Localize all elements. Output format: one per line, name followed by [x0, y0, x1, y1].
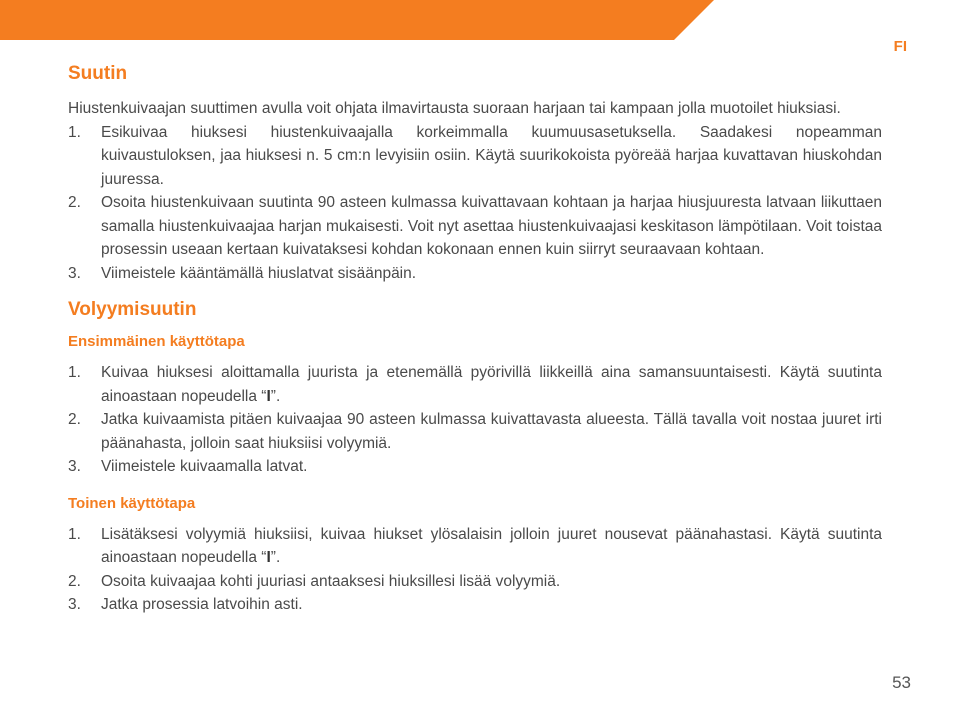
item-text: Jatka kuivaamista pitäen kuivaajaa 90 asteen kulmassa kuivattavasta alueesta. Tällä tavalla voit nostaa juuret irti päänahasta, jolloin saat hiuksiisi volyymiä. [101, 411, 882, 452]
section-title-volyymisuutin: Volyymisuutin [68, 299, 197, 320]
suutin-steps [68, 121, 882, 286]
item-text: Jatka prosessia latvoihin asti. [101, 596, 303, 613]
item-number: 3. [68, 264, 81, 282]
page-number: 53 [892, 673, 911, 692]
page-content [68, 61, 882, 617]
list-item [68, 570, 882, 594]
list-item [68, 593, 882, 617]
item-text-end: ”. [270, 387, 281, 405]
item-number: 1. [68, 123, 81, 141]
item-text-end: ”. [270, 549, 281, 566]
item-text: Lisätäksesi volyymiä hiuksiisi, kuivaa hiukset ylösalaisin jolloin juuret nousevat päänahastasi. Käytä suutinta ainoastaan nopeudella “ [101, 525, 882, 566]
item-number: 2. [68, 194, 81, 211]
second-use-steps [68, 523, 882, 617]
item-text: Osoita kuivaajaa kohti juuriasi antaaksesi hiuksillesi lisää volyymiä. [101, 572, 561, 590]
item-number: 2. [68, 572, 81, 590]
header-banner [0, 0, 714, 40]
list-item [68, 262, 882, 286]
list-item [68, 191, 882, 262]
speed-setting: I [266, 387, 271, 405]
speed-setting: I [266, 549, 271, 566]
language-tag: FI [893, 38, 907, 55]
subsection-title-first: Ensimmäinen käyttötapa [68, 333, 245, 350]
section-intro: Hiustenkuivaajan suuttimen avulla voit ohjata ilmavirtausta suoraan harjaan tai kampaan jolla muotoilet hiuksiasi. [68, 100, 841, 117]
banner-shape [0, 0, 714, 40]
item-text: Viimeistele kääntämällä hiuslatvat sisäänpäin. [101, 264, 417, 282]
item-number: 2. [68, 411, 81, 428]
subsection-title-second: Toinen käyttötapa [68, 494, 196, 512]
list-item [68, 121, 882, 192]
list-item [68, 408, 882, 455]
item-text: Osoita hiustenkuivaan suutinta 90 asteen kulmassa kuivattavaan kohtaan ja harjaa hiusjuuresta latvaan liikuttaen samalla hiustenkuivaajaa harjan mukaisesti. Voit nyt asettaa hiustenkuivaajasi keskitason lämpötilaan. Voit toistaa prosessin useaan kertaan kuivataksesi kohdan kokonaan ennen kuin siirryt seuraavaan kohtaan. [101, 194, 882, 258]
item-number: 3. [68, 458, 81, 475]
list-item [68, 361, 882, 408]
item-number: 3. [68, 596, 81, 613]
list-item [68, 523, 882, 570]
item-text: Viimeistele kuivaamalla latvat. [101, 458, 308, 475]
item-text: Esikuivaa hiuksesi hiustenkuivaajalla korkeimmalla kuumuusasetuksella. Saadakesi nopeamman kuivaustuloksen, jaa hiuksesi n. 5 cm:n levyisiin osiin. Käytä suurikokoista pyöreää harjaa kuvattavan hiuskohdan juuressa. [101, 123, 882, 188]
section-title-suutin: Suutin [68, 63, 128, 84]
list-item [68, 455, 882, 479]
first-use-steps [68, 361, 882, 479]
item-text: Kuivaa hiuksesi aloittamalla juurista ja etenemällä pyörivillä liikkeillä aina samansuuntaisesti. Käytä suutinta ainoastaan nopeudella “ [101, 364, 882, 405]
item-number: 1. [68, 364, 81, 381]
item-number: 1. [68, 525, 81, 543]
